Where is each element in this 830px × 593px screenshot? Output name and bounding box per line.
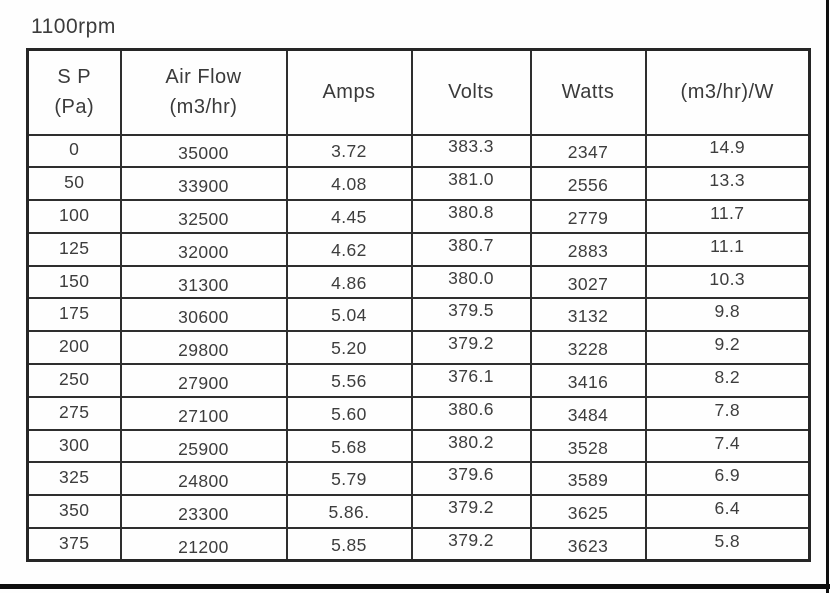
cell-amps-r1 <box>287 167 412 200</box>
cell-value: 5.56 <box>331 370 367 391</box>
cell-value: 275 <box>59 401 90 422</box>
cell-value: 7.4 <box>714 432 741 453</box>
cell-value: 4.45 <box>331 206 367 227</box>
cell-value: 380.0 <box>448 267 494 288</box>
fan-performance-table <box>26 48 811 562</box>
cell-value: 150 <box>59 270 90 291</box>
cell-sp-r7 <box>28 364 121 397</box>
cell-sp-r12 <box>28 528 121 561</box>
cell-watts-r3 <box>531 233 646 266</box>
table-row <box>28 364 810 397</box>
cell-value: 3027 <box>567 273 609 294</box>
cell-value: 3528 <box>567 437 609 458</box>
cell-value: 11.1 <box>710 235 745 256</box>
col-header-sp-line1: S P <box>57 66 92 89</box>
cell-m3hr-per-w-r9 <box>646 430 810 463</box>
cell-volts-r3 <box>412 233 531 266</box>
cell-amps-r6 <box>287 331 412 364</box>
cell-sp-r4 <box>28 266 121 299</box>
cell-airflow-r6 <box>121 331 287 364</box>
cell-m3hr-per-w-r2 <box>646 200 810 233</box>
cell-value: 2556 <box>567 175 609 196</box>
cell-m3hr-per-w-r12 <box>646 528 810 561</box>
cell-sp-r11 <box>28 495 121 528</box>
cell-watts-r0 <box>531 135 646 168</box>
cell-value: 3484 <box>567 404 609 425</box>
cell-airflow-r7 <box>121 364 287 397</box>
cell-value: 4.08 <box>331 174 367 195</box>
table-body <box>28 135 810 561</box>
cell-value: 33900 <box>178 176 229 197</box>
cell-m3hr-per-w-r1 <box>646 167 810 200</box>
cell-value: 4.62 <box>331 239 367 260</box>
table-row <box>28 233 810 266</box>
cell-value: 379.2 <box>448 333 494 354</box>
cell-amps-r2 <box>287 200 412 233</box>
col-header-watts <box>531 50 646 135</box>
table-row <box>28 266 810 299</box>
cell-value: 379.5 <box>448 300 494 321</box>
cell-volts-r5 <box>412 298 531 331</box>
table-row <box>28 430 810 463</box>
cell-value: 175 <box>59 303 90 324</box>
cell-value: 375 <box>59 532 90 553</box>
cell-value: 381.0 <box>448 169 494 190</box>
col-header-volts-line1: Volts <box>448 81 494 104</box>
cell-amps-r3 <box>287 233 412 266</box>
col-header-m3hr-per-w-line1: (m3/hr)/W <box>680 81 774 104</box>
cell-sp-r3 <box>28 233 121 266</box>
cell-value: 2883 <box>567 240 609 261</box>
cell-sp-r1 <box>28 167 121 200</box>
col-header-sp-line2: (Pa) <box>54 96 95 119</box>
cell-value: 35000 <box>178 143 229 164</box>
cell-value: 27100 <box>178 405 229 426</box>
cell-volts-r8 <box>412 397 531 430</box>
table-row <box>28 528 810 561</box>
cell-airflow-r5 <box>121 298 287 331</box>
cell-value: 7.8 <box>714 399 741 420</box>
cell-value: 5.8 <box>714 530 741 551</box>
cell-value: 100 <box>59 204 90 225</box>
cell-value: 5.04 <box>331 305 367 326</box>
cell-watts-r4 <box>531 266 646 299</box>
table-header-row <box>28 50 810 135</box>
col-header-amps <box>287 50 412 135</box>
cell-value: 5.86. <box>328 502 370 523</box>
table-row <box>28 495 810 528</box>
cell-value: 24800 <box>178 471 229 492</box>
col-header-sp <box>28 50 121 135</box>
cell-volts-r11 <box>412 495 531 528</box>
cell-value: 8.2 <box>714 366 741 387</box>
cell-value: 13.3 <box>709 170 746 191</box>
cell-value: 23300 <box>178 504 229 525</box>
cell-volts-r1 <box>412 167 531 200</box>
table-row <box>28 298 810 331</box>
cell-amps-r9 <box>287 430 412 463</box>
cell-volts-r7 <box>412 364 531 397</box>
cell-value: 27900 <box>178 372 229 393</box>
table-row <box>28 135 810 168</box>
cell-value: 31300 <box>178 274 229 295</box>
cell-value: 3416 <box>567 371 609 392</box>
table-row <box>28 331 810 364</box>
cell-value: 5.20 <box>331 338 367 359</box>
cell-value: 380.6 <box>448 398 494 419</box>
cell-value: 2779 <box>567 207 609 228</box>
col-header-airflow <box>121 50 287 135</box>
page-title: 1100rpm <box>31 15 116 38</box>
cell-amps-r10 <box>287 462 412 495</box>
cell-value: 5.79 <box>331 469 367 490</box>
cell-value: 3623 <box>567 535 609 556</box>
cell-sp-r6 <box>28 331 121 364</box>
table-row <box>28 200 810 233</box>
cell-value: 379.2 <box>448 529 494 550</box>
table-row <box>28 397 810 430</box>
cell-value: 250 <box>59 368 90 389</box>
cell-amps-r8 <box>287 397 412 430</box>
col-header-airflow-line1: Air Flow <box>165 66 242 89</box>
cell-airflow-r12 <box>121 528 287 561</box>
cell-value: 3589 <box>567 470 609 491</box>
cell-value: 200 <box>59 336 90 357</box>
cell-sp-r0 <box>28 135 121 168</box>
col-header-airflow-line2: (m3/hr) <box>169 96 238 119</box>
cell-value: 379.2 <box>448 497 494 518</box>
cell-value: 4.86 <box>331 272 367 293</box>
col-header-amps-line1: Amps <box>322 81 376 104</box>
cell-value: 380.7 <box>448 234 494 255</box>
cell-volts-r2 <box>412 200 531 233</box>
cell-amps-r5 <box>287 298 412 331</box>
cell-value: 3.72 <box>331 141 367 162</box>
cell-value: 29800 <box>178 340 229 361</box>
cell-value: 9.8 <box>714 301 741 322</box>
cell-watts-r12 <box>531 528 646 561</box>
cell-watts-r7 <box>531 364 646 397</box>
cell-m3hr-per-w-r6 <box>646 331 810 364</box>
cell-value: 5.85 <box>331 534 367 555</box>
col-header-watts-line1: Watts <box>561 81 615 104</box>
cell-airflow-r2 <box>121 200 287 233</box>
cell-value: 3132 <box>567 306 609 327</box>
cell-m3hr-per-w-r0 <box>646 135 810 168</box>
cell-airflow-r3 <box>121 233 287 266</box>
cell-value: 350 <box>59 500 90 521</box>
cell-watts-r2 <box>531 200 646 233</box>
cell-amps-r7 <box>287 364 412 397</box>
cell-value: 5.60 <box>331 403 367 424</box>
cell-watts-r5 <box>531 298 646 331</box>
cell-sp-r10 <box>28 462 121 495</box>
cell-watts-r9 <box>531 430 646 463</box>
cell-airflow-r8 <box>121 397 287 430</box>
cell-value: 50 <box>64 172 85 193</box>
cell-value: 376.1 <box>448 365 494 386</box>
cell-value: 14.9 <box>709 137 746 158</box>
table-row <box>28 167 810 200</box>
cell-value: 3625 <box>567 503 609 524</box>
cell-m3hr-per-w-r4 <box>646 266 810 299</box>
cell-volts-r4 <box>412 266 531 299</box>
page-bottom-rule <box>0 584 830 589</box>
cell-value: 325 <box>59 467 90 488</box>
cell-sp-r5 <box>28 298 121 331</box>
cell-value: 300 <box>59 434 90 455</box>
cell-amps-r12 <box>287 528 412 561</box>
cell-value: 383.3 <box>448 136 494 157</box>
cell-m3hr-per-w-r8 <box>646 397 810 430</box>
cell-m3hr-per-w-r3 <box>646 233 810 266</box>
cell-m3hr-per-w-r10 <box>646 462 810 495</box>
cell-airflow-r9 <box>121 430 287 463</box>
cell-value: 30600 <box>178 307 229 328</box>
cell-value: 10.3 <box>709 268 746 289</box>
cell-volts-r0 <box>412 135 531 168</box>
cell-value: 379.6 <box>448 464 494 485</box>
cell-value: 9.2 <box>714 334 741 355</box>
cell-watts-r11 <box>531 495 646 528</box>
cell-airflow-r11 <box>121 495 287 528</box>
page-right-rule <box>826 0 829 593</box>
cell-value: 380.2 <box>448 431 494 452</box>
cell-sp-r2 <box>28 200 121 233</box>
cell-volts-r9 <box>412 430 531 463</box>
cell-value: 2347 <box>567 142 609 163</box>
cell-amps-r0 <box>287 135 412 168</box>
col-header-m3hr-per-w <box>646 50 810 135</box>
cell-airflow-r10 <box>121 462 287 495</box>
cell-value: 3228 <box>567 339 609 360</box>
cell-value: 6.9 <box>714 465 741 486</box>
cell-watts-r8 <box>531 397 646 430</box>
cell-m3hr-per-w-r5 <box>646 298 810 331</box>
cell-volts-r6 <box>412 331 531 364</box>
cell-amps-r4 <box>287 266 412 299</box>
cell-value: 125 <box>59 237 90 258</box>
cell-sp-r9 <box>28 430 121 463</box>
cell-value: 6.4 <box>714 498 741 519</box>
cell-airflow-r0 <box>121 135 287 168</box>
cell-value: 25900 <box>178 438 229 459</box>
col-header-volts <box>412 50 531 135</box>
cell-value: 380.8 <box>448 201 494 222</box>
cell-airflow-r4 <box>121 266 287 299</box>
cell-value: 21200 <box>178 536 229 557</box>
cell-m3hr-per-w-r7 <box>646 364 810 397</box>
cell-amps-r11 <box>287 495 412 528</box>
cell-m3hr-per-w-r11 <box>646 495 810 528</box>
cell-value: 32500 <box>178 208 229 229</box>
cell-value: 5.68 <box>331 436 367 457</box>
cell-sp-r8 <box>28 397 121 430</box>
cell-watts-r6 <box>531 331 646 364</box>
cell-value: 0 <box>69 139 80 160</box>
cell-value: 11.7 <box>710 202 745 223</box>
cell-airflow-r1 <box>121 167 287 200</box>
table-row <box>28 462 810 495</box>
cell-watts-r10 <box>531 462 646 495</box>
cell-watts-r1 <box>531 167 646 200</box>
cell-volts-r10 <box>412 462 531 495</box>
cell-volts-r12 <box>412 528 531 561</box>
cell-value: 32000 <box>178 241 229 262</box>
